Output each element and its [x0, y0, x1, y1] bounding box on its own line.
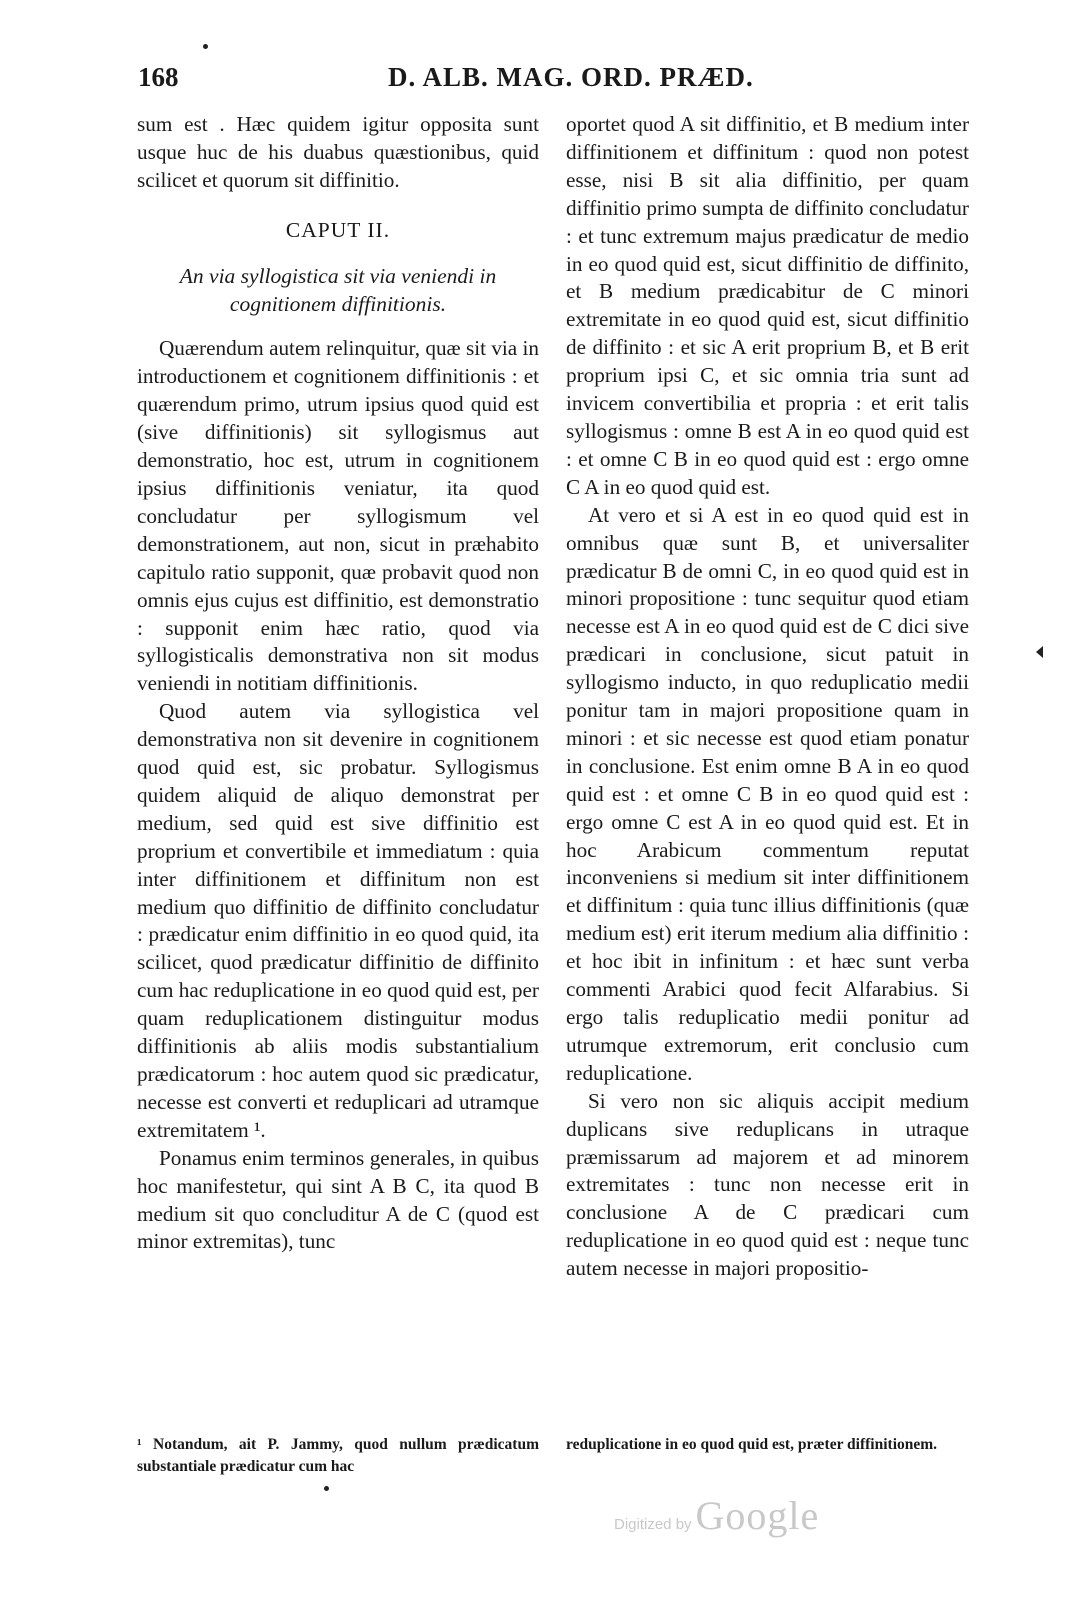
running-head: D. ALB. MAG. ORD. PRÆD. — [388, 62, 754, 92]
paragraph: oportet quod A sit diffinitio, et B medium inter diffinitionem et diffinitum : quod non potest esse, nisi B sit alia diffinitio, per quam diffinitio primo sumpta de diffinito concludatur : et tunc extremum majus prædicatur de medio in eo quod quid est, sicut diffinitio de diffinito, et B medium prædicabitur de C minori extremitate in eo quod quid est, sicut diffinitio de diffinito : et sic A erit proprium B, et B erit proprium ipsi C, et sic omnia tria sunt ad invicem convertibilia et propria : et erit talis syllogismus : omne B est A in eo quod quid est : et omne C B in eo quod quid est : ergo omne C A in eo quod quid est. — [566, 112, 969, 499]
paragraph: Quærendum autem relinquitur, quæ sit via in introductionem et cognitionem diffinitionis : et quærendum primo, utrum ipsius quod quid est (sive diffinitionis) sit syllogismus aut demonstratio, hoc est, utrum in cognitionem ipsius diffinitionis veniatur, ita quod concludatur per syllogismum vel demonstrationem, aut non, sicut in præhabito capitulo ratio supponit, quæ probavit quod non omnis ejus cujus est diffinitio, est demonstratio : supponit enim hæc ratio, quod via syllogisticalis demonstrativa non sit modus veniendi in notitiam diffinitionis. — [137, 336, 539, 696]
footnote-left: ¹ Notandum, ait P. Jammy, quod nullum prædicatum substantiale prædicatur cum hac — [137, 1436, 539, 1475]
paragraph: sum est . Hæc quidem igitur opposita sunt usque huc de his duabus quæstionibus, quid scilicet et quorum sit diffinitio. — [137, 112, 539, 192]
watermark-prefix: Digitized by — [614, 1516, 692, 1533]
chapter-heading: CAPUT II. — [285, 217, 391, 242]
ink-dot — [203, 44, 208, 49]
paragraph: Si vero non sic aliquis accipit medium duplicans sive reduplicans in utraque præmissarum ad majorem et ad minorem extremitates : tunc non necesse erit in conclusione A de C prædicari cum reduplicatione in eo quod quid est : neque tunc autem necesse in majori propositio- — [566, 1088, 969, 1281]
ink-dot — [324, 1486, 329, 1491]
right-column — [566, 111, 969, 1283]
digitization-watermark — [614, 1492, 819, 1539]
margin-arrow-icon — [1036, 646, 1043, 658]
page-number: 168 — [138, 62, 179, 92]
page-header — [138, 58, 968, 98]
footnote-right: reduplicatione in eo quod quid est, præter diffinitionem. — [566, 1436, 938, 1453]
chapter-subtitle: An via syllogistica sit via veniendi in cognitionem diffinitionis. — [179, 263, 497, 316]
watermark-logo: Google — [695, 1493, 820, 1538]
paragraph: Quod autem via syllogistica vel demonstrativa non sit devenire in cognitionem quod quid est, sic probatur. Syllogismus quidem aliquid de aliquo demonstrat per medium, sed quid est sive diffinitio est proprium et convertibile et immediatum : quia inter diffinitionem et diffinitum non est medium quo diffinitio de diffinito concludatur : prædicatur enim diffinitio in eo quod quid, ita scilicet, quod prædicatur diffinitio de diffinito cum hac reduplicatione in eo quod quid est, per quam reduplicationem distinguitur modus diffinitionis ab aliis modis substantialium prædicatorum : hoc autem quod sic prædicatur, necesse est converti et reduplicari ad utramque extremitatem ¹. — [137, 699, 539, 1142]
paragraph: Ponamus enim terminos generales, in quibus hoc manifestetur, qui sint A B C, ita quod B medium sit quo concluditur A de C (quod est minor extremitas), tunc — [137, 1145, 539, 1254]
paragraph: At vero et si A est in eo quod quid est in omnibus quæ sunt B, et universaliter prædicatur B de omni C, in eo quod quid est in minori propositione : tunc sequitur quod etiam necesse est A in eo quod quid est de C dici sive prædicari in conclusione, sicut patuit in syllogismo inducto, in quo reduplicatio medii ponitur tam in majori propositione quam in minori : et sic necesse est quod etiam ponatur in conclusione. Est enim omne B A in eo quod quid est : et omne C B in eo quod quid est : ergo omne C est A in eo quod quid est. Et in hoc Arabicum commentum reputat inconveniens si medium sit inter diffinitionem et diffinitum : quia tunc illius diffinitionis (quæ medium est) erit iterum medium alia diffinitio : et hoc ibit in infinitum : et hæc sunt verba commenti Arabici quod fecit Alfarabius. Si ergo talis reduplicatio medii ponitur ad utrumque extremorum, erit conclusio cum reduplicatione. — [566, 502, 969, 1085]
left-column — [137, 111, 539, 1256]
